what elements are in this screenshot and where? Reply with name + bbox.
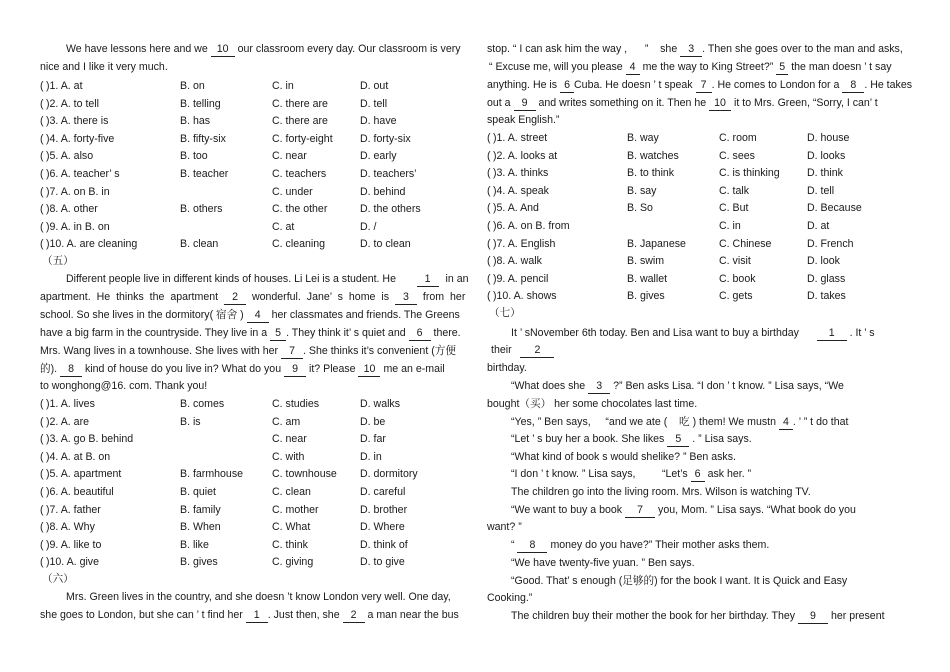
option-num: )10. A. are cleaning xyxy=(46,238,138,251)
option-c: C. sees xyxy=(719,149,755,162)
option-num: )1. A. lives xyxy=(46,398,95,410)
option-b: B. wallet xyxy=(627,272,668,285)
option-c: C. forty-eight xyxy=(272,132,333,145)
passage7-line12: want? ” xyxy=(487,521,522,533)
passage5-line6: 的). 8 kind of house do you live in? What do you 9 it? Please 10 me an e-mail xyxy=(40,363,445,375)
passage7-line5: bought（买） her some chocolates last time. xyxy=(487,398,698,410)
option-d: D. to clean xyxy=(360,238,411,251)
option-num: )9. A. in B. on xyxy=(46,220,110,233)
blank-9[interactable]: 9 xyxy=(284,363,306,377)
option-d: D. Where xyxy=(360,521,405,534)
option-b: B. has xyxy=(180,115,211,128)
option-c: C. near xyxy=(272,433,307,446)
option-num: )9. A. pencil xyxy=(493,272,549,285)
blank-5[interactable]: 5 xyxy=(776,61,788,75)
option-num: )2. A. to tell xyxy=(46,97,99,110)
option-b: B. clean xyxy=(180,238,219,251)
passage4-line1: We have lessons here and we 10 our classroom every day. Our classroom is very xyxy=(66,43,461,55)
blank-10[interactable]: 10 xyxy=(709,97,731,111)
passage7-line17: The children buy their mother the book for her birthday. They 9 her present xyxy=(511,610,885,622)
passage7-line1: It ’ sNovember 6th today. Ben and Lisa want to buy a birthday 1 . It ’ s xyxy=(511,327,875,339)
passage7-line7: “Let ’ s buy her a book. She likes 5 . ” Lisa says. xyxy=(511,433,752,445)
option-d: D. Because xyxy=(807,202,862,215)
passage5-line2: apartment. He thinks the apartment 2 wonderful. Jane’ s home is 3 from her xyxy=(40,291,466,303)
option-c: C. cleaning xyxy=(272,238,325,251)
option-c: C. near xyxy=(272,150,307,163)
option-b: B. Japanese xyxy=(627,237,686,250)
option-c: C. Chinese xyxy=(719,237,772,250)
option-c: C. in xyxy=(272,80,294,92)
answer-paren[interactable]: ( xyxy=(487,220,491,232)
passage6-line7: speak English.” xyxy=(487,114,560,126)
option-num: )3. A. there is xyxy=(46,115,109,128)
blank-4[interactable]: 4 xyxy=(779,416,793,430)
blank-6[interactable]: 6 xyxy=(409,327,431,341)
option-num: )5. A. also xyxy=(46,150,94,163)
option-d: D. think xyxy=(807,167,843,180)
option-num: )8. A. walk xyxy=(493,255,542,268)
option-d: D. tell xyxy=(807,184,835,197)
option-b: B. So xyxy=(627,202,653,215)
option-c: C. mother xyxy=(272,503,319,516)
option-c: C. under xyxy=(272,185,313,198)
answer-paren[interactable]: ( xyxy=(40,115,44,128)
blank-5[interactable]: 5 xyxy=(667,433,689,447)
answer-paren[interactable]: ( xyxy=(487,149,491,162)
answer-paren[interactable]: ( xyxy=(487,272,491,285)
option-d: D. looks xyxy=(807,149,846,162)
blank-8[interactable]: 8 xyxy=(60,363,82,377)
answer-paren[interactable]: ( xyxy=(487,237,491,250)
option-c: C. But xyxy=(719,202,749,215)
option-d: D. / xyxy=(360,220,377,233)
option-c: C. in xyxy=(719,220,741,232)
option-d: D. careful xyxy=(360,486,406,498)
answer-paren[interactable]: ( xyxy=(40,132,44,145)
option-c: C. think xyxy=(272,538,308,551)
blank-6[interactable]: 6 xyxy=(691,468,705,482)
option-d: D. forty-six xyxy=(360,132,411,145)
passage7-line15: “Good. That’ s enough (足够的) for the book I want. It is Quick and Easy xyxy=(511,575,848,587)
option-num: )7. A. English xyxy=(493,237,556,250)
answer-paren[interactable]: ( xyxy=(40,486,44,498)
section-7-heading: （七） xyxy=(489,307,521,319)
option-b: B. telling xyxy=(180,97,221,110)
passage7-line4: “What does she 3 ?” Ben asks Lisa. “I don ’ t know. ” Lisa says, “We xyxy=(511,380,844,392)
option-b: B. farmhouse xyxy=(180,468,244,481)
blank-9[interactable]: 9 xyxy=(514,97,536,111)
option-b: B. way xyxy=(627,132,659,144)
answer-paren[interactable]: ( xyxy=(40,521,44,534)
option-c: C. is thinking xyxy=(719,167,780,180)
option-d: D. French xyxy=(807,237,854,250)
option-num: )1. A. street xyxy=(493,132,548,144)
option-c: C. at xyxy=(272,220,295,233)
answer-paren[interactable]: ( xyxy=(487,167,491,180)
option-d: D. dormitory xyxy=(360,468,418,481)
blank-3[interactable]: 3 xyxy=(680,43,702,57)
option-b: B. teacher xyxy=(180,168,229,180)
passage6-line2: she goes to London, but she can ’ t find her 1 . Just then, she 2 a man near the bus xyxy=(40,609,459,621)
option-b: B. like xyxy=(180,538,209,551)
blank-3[interactable]: 3 xyxy=(395,291,417,305)
passage5-line1: Different people live in different kinds of houses. Li Lei is a student. He 1 in an xyxy=(66,273,469,285)
blank-1[interactable]: 1 xyxy=(246,609,268,623)
answer-paren[interactable]: ( xyxy=(40,80,44,92)
blank-2[interactable]: 2 xyxy=(343,609,365,623)
option-d: D. house xyxy=(807,132,850,144)
passage5-line3: school. So she lives in the dormitory( 宿舍 ) 4 her classmates and friends. The Greens xyxy=(40,309,460,321)
blank-9[interactable]: 9 xyxy=(798,610,828,624)
option-num: )2. A. are xyxy=(46,415,89,428)
passage4-line2: nice and I like it very much. xyxy=(40,61,168,73)
answer-paren[interactable]: ( xyxy=(40,468,44,481)
blank-4[interactable]: 4 xyxy=(247,309,269,323)
option-num: )2. A. looks at xyxy=(493,149,558,162)
blank-2[interactable]: 2 xyxy=(224,291,246,305)
answer-paren[interactable]: ( xyxy=(487,290,491,303)
answer-paren[interactable]: ( xyxy=(487,255,491,268)
blank-4[interactable]: 4 xyxy=(626,61,640,75)
option-b: B. is xyxy=(180,415,201,428)
answer-paren[interactable]: ( xyxy=(40,398,44,410)
blank-1[interactable]: 1 xyxy=(417,273,439,287)
answer-paren[interactable]: ( xyxy=(40,203,44,216)
option-c: C. teachers xyxy=(272,168,327,180)
option-d: D. to give xyxy=(360,556,405,569)
answer-paren[interactable]: ( xyxy=(487,132,491,144)
option-d: D. glass xyxy=(807,272,846,285)
passage6-line1: Mrs. Green lives in the country, and she doesn ’t know London very well. One day, xyxy=(66,591,451,603)
option-num: )6. A. teacher’ s xyxy=(46,168,120,180)
option-d: D. look xyxy=(807,255,840,268)
answer-paren[interactable]: ( xyxy=(40,415,44,428)
option-num: )4. A. at B. on xyxy=(46,450,111,463)
option-d: D. behind xyxy=(360,185,406,198)
option-num: )4. A. speak xyxy=(493,184,549,197)
option-d: D. at xyxy=(807,220,830,232)
option-b: B. quiet xyxy=(180,486,216,498)
passage7-line6: “Yes, ” Ben says, “and we ate ( 吃 ) them! We mustn 4 . ’ ” t do that xyxy=(511,416,849,428)
option-c: C. with xyxy=(272,450,305,463)
option-d: D. have xyxy=(360,115,397,128)
option-d: D. out xyxy=(360,80,389,92)
option-num: )8. A. other xyxy=(46,203,98,216)
blank-8[interactable]: 8 xyxy=(517,539,547,553)
option-d: D. early xyxy=(360,150,397,163)
blank-7[interactable]: 7 xyxy=(625,504,655,518)
answer-paren[interactable]: ( xyxy=(40,433,44,446)
option-b: B. family xyxy=(180,503,221,516)
blank-1[interactable]: 1 xyxy=(817,327,847,341)
option-num: )3. A. thinks xyxy=(493,167,549,180)
option-num: )3. A. go B. behind xyxy=(46,433,134,446)
option-d: D. think of xyxy=(360,538,408,551)
option-d: D. the others xyxy=(360,203,421,216)
passage7-line3: birthday. xyxy=(487,362,527,374)
option-b: B. on xyxy=(180,80,205,92)
option-d: D. be xyxy=(360,415,386,428)
option-b: B. gives xyxy=(627,290,665,303)
passage5-line5: Mrs. Wang lives in a townhouse. She lives with her 7 . She thinks it’s convenient (方便 xyxy=(40,345,456,357)
option-d: D. brother xyxy=(360,503,408,516)
option-c: C. What xyxy=(272,521,311,534)
passage7-line10: The children go into the living room. Mrs. Wilson is watching TV. xyxy=(511,486,811,498)
passage6-line3: stop. “ I can ask him the way , ” she 3 . Then she goes over to the man and asks, xyxy=(487,43,903,55)
option-c: C. clean xyxy=(272,486,311,498)
section-5-heading: （五） xyxy=(42,255,74,267)
option-num: )4. A. forty-five xyxy=(46,132,115,145)
passage7-line16: Cooking.” xyxy=(487,592,533,604)
option-b: B. watches xyxy=(627,149,679,162)
passage5-line7: to wonghong@16. com. Thank you! xyxy=(40,380,208,392)
right-column xyxy=(475,0,950,672)
option-d: D. tell xyxy=(360,97,388,110)
passage7-line8: “What kind of book s would shelike? ” Ben asks. xyxy=(511,451,736,463)
option-d: D. walks xyxy=(360,398,401,410)
blank-10[interactable]: 10 xyxy=(358,363,380,377)
option-num: )7. A. father xyxy=(46,503,101,516)
option-num: )6. A. on B. from xyxy=(493,220,570,232)
answer-paren[interactable]: ( xyxy=(40,185,44,198)
blank-2[interactable]: 2 xyxy=(520,344,554,358)
answer-paren[interactable]: ( xyxy=(40,238,44,251)
option-c: C. there are xyxy=(272,97,328,110)
option-b: B. fifty-six xyxy=(180,132,226,145)
option-b: B. swim xyxy=(627,255,665,268)
answer-paren[interactable]: ( xyxy=(487,202,491,215)
option-num: )9. A. like to xyxy=(46,538,102,551)
option-c: C. talk xyxy=(719,184,750,197)
blank-10[interactable]: 10 xyxy=(211,43,235,57)
answer-paren[interactable]: ( xyxy=(40,450,44,463)
option-c: C. visit xyxy=(719,255,751,268)
option-b: B. When xyxy=(180,521,221,534)
answer-paren[interactable]: ( xyxy=(40,220,44,233)
option-b: B. too xyxy=(180,150,208,163)
passage7-line9: “I don ’ t know. ” Lisa says, “Let’s 6 ask her. ” xyxy=(511,468,752,480)
option-num: )5. A. And xyxy=(493,202,539,215)
option-num: )1. A. at xyxy=(46,80,83,92)
blank-8[interactable]: 8 xyxy=(842,79,864,93)
passage7-line14: “We have twenty-five yuan. ” Ben says. xyxy=(511,557,695,569)
blank-7[interactable]: 7 xyxy=(696,79,712,93)
option-c: C. giving xyxy=(272,556,314,569)
passage7-line2: their 2 xyxy=(491,344,554,358)
option-b: B. gives xyxy=(180,556,218,569)
passage6-line4: “ Excuse me, will you please 4 me the way to King Street?” 5 the man doesn ’ t say xyxy=(489,61,892,73)
answer-paren[interactable]: ( xyxy=(40,168,44,180)
option-num: )8. A. Why xyxy=(46,521,95,534)
option-c: C. book xyxy=(719,272,756,285)
blank-3[interactable]: 3 xyxy=(588,380,610,394)
option-b: B. say xyxy=(627,184,657,197)
blank-7[interactable]: 7 xyxy=(281,345,303,359)
option-d: D. teachers’ xyxy=(360,168,417,180)
option-num: )6. A. beautiful xyxy=(46,486,114,498)
option-b: B. others xyxy=(180,203,223,216)
option-num: )10. A. give xyxy=(46,556,99,569)
option-b: B. to think xyxy=(627,167,675,180)
passage6-line5: anything. He is 6 Cuba. He doesn ’ t speak 7 . He comes to London for a 8 . He takes xyxy=(487,79,913,91)
option-num: )7. A. on B. in xyxy=(46,185,110,198)
option-c: C. studies xyxy=(272,398,320,410)
answer-paren[interactable]: ( xyxy=(40,97,44,110)
blank-6[interactable]: 6 xyxy=(560,79,574,93)
option-c: C. room xyxy=(719,132,757,144)
option-c: C. gets xyxy=(719,290,753,303)
option-c: C. the other xyxy=(272,203,328,216)
blank-5[interactable]: 5 xyxy=(270,327,286,341)
passage7-line13: “ 8 money do you have?” Their mother asks them. xyxy=(511,539,770,551)
option-c: C. there are xyxy=(272,115,328,128)
passage6-line6: out a 9 and writes something on it. Then he 10 it to Mrs. Green, “Sorry, I can’ t xyxy=(487,97,878,109)
option-num: )5. A. apartment xyxy=(46,468,122,481)
option-c: C. am xyxy=(272,415,301,428)
section-6-heading: （六） xyxy=(42,573,74,585)
answer-paren[interactable]: ( xyxy=(40,503,44,516)
option-b: B. comes xyxy=(180,398,225,410)
answer-paren[interactable]: ( xyxy=(487,184,491,197)
option-d: D. in xyxy=(360,450,382,463)
option-d: D. takes xyxy=(807,290,846,303)
passage7-line11: “We want to buy a book 7 you, Mom. ” Lisa says. “What book do you xyxy=(511,504,856,516)
answer-paren[interactable]: ( xyxy=(40,556,44,569)
passage5-line4: have a big farm in the countryside. They live in a 5 . They think it’ s quiet and 6 there. xyxy=(40,327,461,339)
option-num: )10. A. shows xyxy=(493,290,557,303)
answer-paren[interactable]: ( xyxy=(40,150,44,163)
option-d: D. far xyxy=(360,433,386,446)
option-c: C. townhouse xyxy=(272,468,337,481)
answer-paren[interactable]: ( xyxy=(40,538,44,551)
